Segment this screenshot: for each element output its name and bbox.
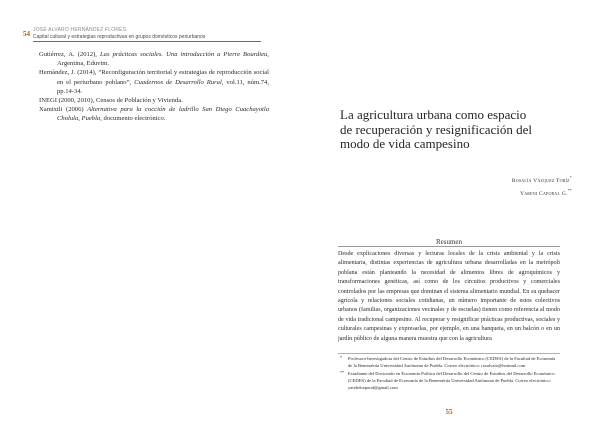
author-name: Rosalía Vázquez Toríz* [511, 175, 572, 184]
abstract-rule [338, 246, 560, 247]
running-head-author: JOSÉ ALVARO HERNÁNDEZ FLORES [33, 27, 127, 33]
page-number-right: 55 [445, 408, 453, 416]
reference-item: Hernández, J. (2014), “Reconfiguración territorial y estrategias de reproducción social en el periurbano poblano”, Cuadernos de Desarrollo Rural, vol.11, núm.74, pp.14-34. [39, 69, 269, 95]
footnotes [338, 356, 560, 394]
author-block [512, 173, 572, 199]
author-name: Yareni Caporal G.** [519, 187, 572, 197]
footnote: * Profesora-Investigadora del Centro de Estudios del Desarrollo Económico (CEDES) de la Facultad de Economía de la Benemérita Universidad Autónoma de Puebla. Correo electrónico: rosalvato@hotmail.com [340, 355, 556, 368]
footnote-mark: ** [567, 187, 572, 193]
abstract-heading: Resumen [435, 238, 463, 246]
header-rule [33, 41, 261, 42]
footnote: ** Estudiante del Doctorado en Economía Política del Desarrollo del Centro de Estudios del Desarrollo Económico (CEDES) de la Facultad de Economía de la Benemérita Universidad Autónoma de Puebla. Correo electrónico: yarehdcaporal@gmail.com [340, 370, 555, 390]
reference-item: Gutiérrez, A. (2012), Las prácticas sociales. Una introducción a Pierre Bourdieu, Argentina, Eduvim. [39, 51, 270, 68]
right-page [300, 0, 600, 440]
running-head [33, 27, 273, 41]
page-number-left: 54 [23, 30, 30, 38]
article-title: La agricultura urbana como espacio de recuperación y resignificación del modo de vida campesino [340, 107, 533, 151]
running-head-title: Capital cultural y estrategias reproductivas en grupos domésticos periurbanos [33, 34, 206, 40]
footnote-mark: * [569, 175, 572, 180]
reference-item: Xamixtli (2006) Alternativa para la cocción de ladrillo San Diego Cuachayotla Cholula, Puebla, documento electrónico. [39, 106, 269, 123]
reference-item: INEGI (2000, 2010), Censos de Población y Vivienda. [39, 97, 183, 105]
abstract-text: Desde explicaciones diversas y lecturas locales de la crisis ambiental y la crisis alimentaria, distintas experiencias de agricultura urbana desarrolladas en la metrópoli poblana están planteando la necesidad de alimentos libres de agroquímicos y transformaciones genéticas, así como de los circuitos productivos y comerciales controlados por las empresas que dominan el sistema alimentario mundial. En su quehacer agrícola y relaciones sociales cotidianas, un número importante de estos colectivos urbanos (familias, organizaciones vecinales y de escuelas) tienen como referencia al modo de vida tradicional campesino. Al recuperar y resignificar prácticas productivas, sociales y culturales campesinas y expresarlas, por ejemplo, en una banqueta, en un balcón o en un jardín público de alguna manera muestra que con la agricultura [338, 251, 560, 342]
footnote-rule [338, 353, 560, 354]
reference-list [39, 50, 269, 124]
